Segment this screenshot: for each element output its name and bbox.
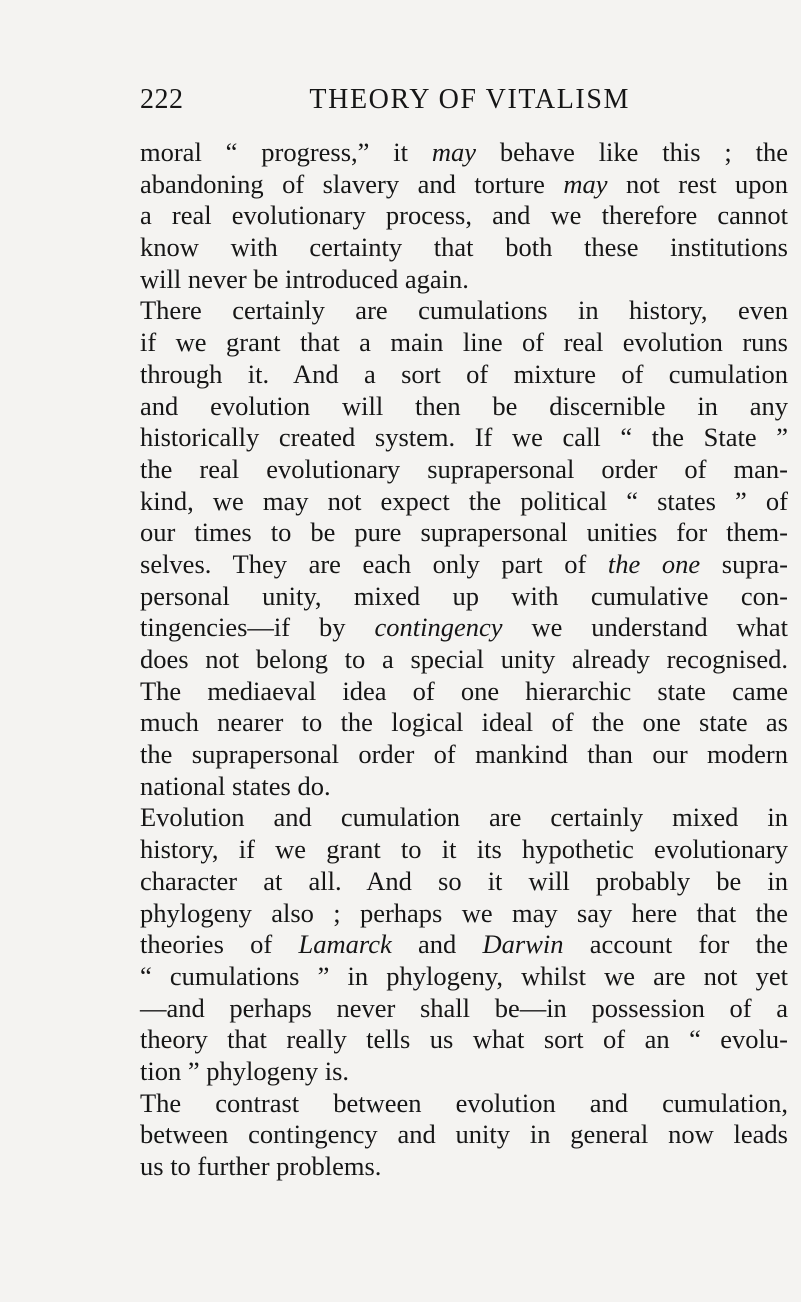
- body-text: [140, 137, 788, 1183]
- italic-text: may: [431, 137, 476, 167]
- text-line: [140, 200, 788, 232]
- text-line: [140, 993, 788, 1025]
- text-line: [140, 644, 788, 676]
- text-run: the real evolutionary suprapersonal order of man-: [140, 453, 788, 484]
- text-line: [140, 549, 788, 581]
- text-line: [140, 295, 788, 327]
- text-run: a real evolutionary process, and we therefore cannot: [140, 200, 788, 231]
- text-run: supra-: [700, 548, 788, 579]
- text-line: [140, 802, 788, 834]
- text-line: [140, 581, 788, 613]
- text-run: national states do.: [140, 770, 331, 801]
- text-run: tingencies—if by: [140, 612, 375, 643]
- text-line: [140, 137, 788, 169]
- text-run: much nearer to the logical ideal of the one state as: [140, 707, 788, 738]
- text-run: selves. They are each only part of: [140, 548, 608, 579]
- running-head: THEORY OF VITALISM: [309, 84, 630, 115]
- text-run: character at all. And so it will probably be in: [140, 865, 788, 896]
- text-run: The contrast between evolution and cumulation,: [140, 1087, 788, 1118]
- text-run: abandoning of slavery and torture: [140, 168, 564, 199]
- text-run: history, if we grant to it its hypothetic evolutionary: [140, 834, 788, 865]
- text-line: [140, 612, 788, 644]
- page-header: [140, 80, 630, 120]
- text-run: the suprapersonal order of mankind than our modern: [140, 739, 788, 770]
- text-run: not rest upon: [607, 168, 788, 199]
- text-line: [140, 771, 788, 803]
- text-run: and evolution will then be discernible in any: [140, 390, 788, 421]
- text-run: kind, we may not expect the political “ states ” of: [140, 485, 788, 516]
- text-line: [140, 391, 788, 423]
- text-run: historically created system. If we call “ the State ”: [140, 422, 788, 453]
- text-run: account for the: [563, 929, 788, 960]
- text-run: us to further problems.: [140, 1151, 382, 1181]
- page-number: 222: [140, 84, 184, 115]
- text-line: [140, 676, 788, 708]
- italic-text: the one: [607, 548, 701, 579]
- text-run: and: [391, 929, 483, 960]
- italic-text: contingency: [374, 612, 503, 643]
- text-run: behave like this ; the: [475, 137, 788, 167]
- text-run: “ cumulations ” in phylogeny, whilst we are not yet: [140, 960, 788, 991]
- italic-text: Lamarck: [298, 929, 392, 960]
- text-line: [140, 1119, 788, 1151]
- text-run: through it. And a sort of mixture of cumulation: [140, 358, 788, 389]
- text-run: moral “ progress,” it: [140, 137, 432, 167]
- italic-text: Darwin: [482, 929, 564, 960]
- text-line: [140, 929, 788, 961]
- text-line: [140, 517, 788, 549]
- text-line: [140, 1151, 788, 1183]
- text-line: [140, 327, 788, 359]
- text-line: [140, 898, 788, 930]
- text-line: [140, 264, 788, 296]
- italic-text: may: [563, 168, 608, 199]
- text-line: [140, 454, 788, 486]
- text-line: [140, 232, 788, 264]
- text-line: [140, 422, 788, 454]
- text-run: theory that really tells us what sort of an “ evolu-: [140, 1024, 788, 1055]
- text-run: There certainly are cumulations in history, even: [140, 295, 788, 326]
- text-run: phylogeny also ; perhaps we may say here that the: [140, 897, 788, 928]
- text-line: [140, 169, 788, 201]
- text-run: Evolution and cumulation are certainly mixed in: [140, 802, 788, 833]
- text-run: personal unity, mixed up with cumulative con-: [140, 580, 788, 611]
- text-line: [140, 739, 788, 771]
- text-run: know with certainty that both these institutions: [140, 232, 788, 263]
- text-line: [140, 834, 788, 866]
- text-line: [140, 1088, 788, 1120]
- text-line: [140, 486, 788, 518]
- text-line: [140, 866, 788, 898]
- text-run: our times to be pure suprapersonal unities for them-: [140, 517, 788, 548]
- text-run: will never be introduced again.: [140, 263, 469, 294]
- text-run: we understand what: [502, 612, 789, 643]
- text-run: —and perhaps never shall be—in possession of a: [140, 992, 788, 1023]
- text-line: [140, 359, 788, 391]
- text-run: does not belong to a special unity already recognised.: [140, 644, 788, 674]
- text-run: between contingency and unity in general now leads: [140, 1119, 788, 1150]
- text-run: The mediaeval idea of one hierarchic state came: [140, 675, 788, 706]
- text-run: theories of: [140, 929, 299, 960]
- text-line: [140, 1056, 788, 1088]
- text-line: [140, 961, 788, 993]
- text-run: tion ” phylogeny is.: [140, 1055, 350, 1086]
- text-line: [140, 707, 788, 739]
- text-line: [140, 1024, 788, 1056]
- text-run: if we grant that a main line of real evolution runs: [140, 327, 788, 358]
